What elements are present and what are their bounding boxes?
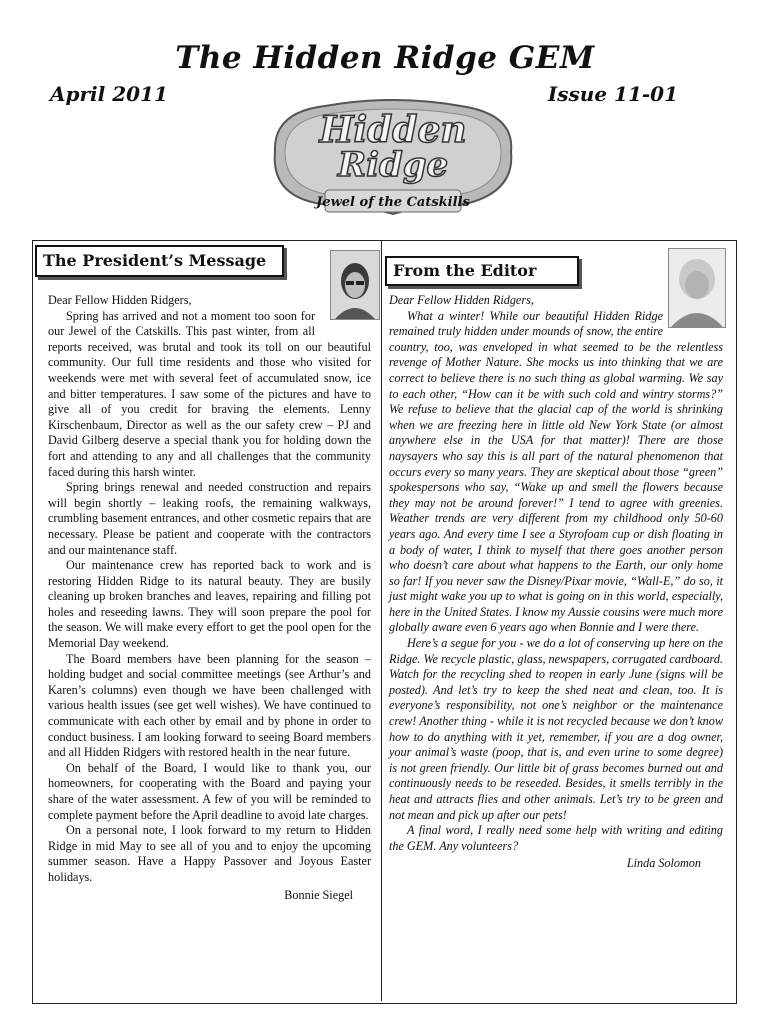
editor-paragraph: Here’s a segue for you - we do a lot of conserving up here on the Ridge. We recycle plastic, glass, newspapers, corrugated cardboard. Watch for the recycling shed to reopen in early June (signs will be posted). And let’s try to keep the shed neat and clean, too. It is everyone’s responsibility, not one’s neighbor or the maintenance crew! Another thing - while it is not recycled because we don’t know how to do anything with it yet, remember, if you are a dog owner, your animal’s waste (poop, that is, and even urine to some degree) is not green friendly. Our little bit of grass becomes burned out and continuously needs to be reseeded. Besides, it smells terribly in the heat and attracts flies and other animals. Let’s try to be green and not mean and pick up after our pets! <box>389 636 723 822</box>
issue-date: April 2011 <box>50 82 168 106</box>
president-paragraph: On a personal note, I look forward to my return to Hidden Ridge in mid May to see all of you and to enjoy the upcoming summer season. Have a Happy Passover and Joyous Easter holidays. <box>48 823 371 884</box>
editor-signature: Linda Solomon <box>626 856 701 871</box>
editor-salutation: Dear Fellow Hidden Ridgers, <box>389 293 534 307</box>
column-divider <box>381 241 382 1001</box>
president-salutation: Dear Fellow Hidden Ridgers, <box>48 293 192 307</box>
from-the-editor-heading: From the Editor <box>385 256 579 286</box>
logo-line-1: Hidden <box>319 109 467 151</box>
logo-line-2: Ridge <box>337 145 449 185</box>
masthead-title: The Hidden Ridge GEM <box>175 40 595 76</box>
president-paragraph: Our maintenance crew has reported back to work and is restoring Hidden Ridge to its natural beauty. They are busily cleaning up broken branches and leaves, repairing and filling pot holes and reseeding lawns. They will soon prepare the pool for the season. We will make every effort to get the pool open for the Memorial Day weekend. <box>48 558 371 651</box>
issue-number: Issue 11-01 <box>547 82 678 106</box>
editor-column <box>389 293 723 872</box>
president-paragraph: On behalf of the Board, I would like to thank you, our homeowners, for cooperating with the Board and paying your share of the water assessment. A few of you will be reminded to complete payment before the April deadline to avoid late charges. <box>48 760 371 822</box>
presidents-message-heading: The President’s Message <box>35 245 284 277</box>
president-paragraph: Spring has arrived and not a moment too soon for our Jewel of the Catskills. This past winter, from all reports received, was brutal and took its toll on our beautiful community. Our full time residents and those who visited for weekends were met with several feet of accumulated snow, ice and bitter temperatures. I saw some of the pictures and have to give all of you credit for braving the elements. Lenny Kirschenbaum, Director as well as the our safety crew – PJ and David Gilberg deserve a special thank you for holding down the fort and attending to any and all challenges that the community faced during this harsh winter. <box>48 308 371 479</box>
president-signature: Bonnie Siegel <box>284 887 353 902</box>
presidents-message-column <box>48 293 371 903</box>
president-paragraph: The Board members have been planning for the season – holding budget and social committee meetings (see Arthur’s and Karen’s columns) even though we have been challenged with various health issues (see get well wishes). We have continued to communicate with each other by email and by phone in order to conduct business. I am looking forward to seeing Board members and all Hidden Ridgers with restored health in the near future. <box>48 651 371 760</box>
hidden-ridge-logo <box>265 92 521 226</box>
editor-paragraph: A final word, I really need some help with writing and editing the GEM. Any volunteers? <box>389 823 723 853</box>
logo-tagline: Jewel of the Catskills <box>316 195 470 210</box>
president-paragraph: Spring brings renewal and needed construction and repairs will begin shortly – leaking roofs, the remaining walkways, crumbling basement entrances, and other cosmetic repairs that are necessary. Please be patient and cooperate with the contractors and our maintenance staff. <box>48 480 371 557</box>
editor-paragraph: What a winter! While our beautiful Hidden Ridge remained truly hidden under mounds of snow, the entire country, too, was enveloped in what seemed to be the relentless revenge of Mother Nature. She mocks us into thinking that we are correct to believe there is no such thing as global warming. We say to each other, “How can it be with such cold and wintry storms?” We refuse to believe that the glacial cap of the world is shrinking when we are freezing here in little old New York State (or almost anywhere else in the USA for that matter)! There are those naysayers who say this is all part of the natural phenomenon that occurs every so many years. They are skeptical about those “green” spokespersons who say, “Wake up and smell the flowers because they may not be around forever!” I tend to agree with greenies. Weather trends are very different from my childhood only 50-60 years ago. And every time I see a Styrofoam cup or dish floating in a body of water, I think to myself that there goes another person who doesn’t care about what happens to the Earth, our only home so far! If you never saw the Disney/Pixar movie, “Wall-E,” do so, it just might wake you up to what is going on in this world, especially, here in the United States. I know my Aussie cousins were much more globally aware even 6 years ago when Bonnie and I were there. <box>389 308 723 635</box>
